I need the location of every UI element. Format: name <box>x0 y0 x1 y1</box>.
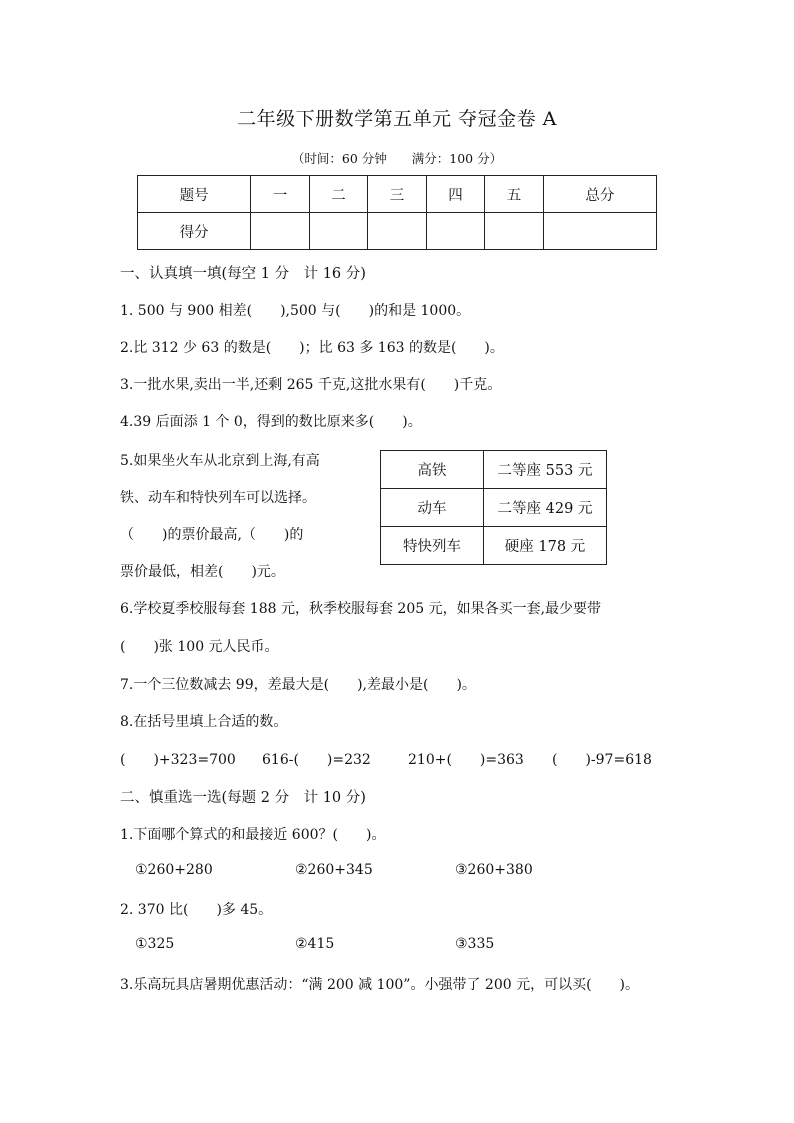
question-2-1: 1.下面哪个算式的和最接近 600？( )。 <box>120 827 386 843</box>
question-1-3: 3.一批水果,卖出一半,还剩 265 千克,这批水果有( )千克。 <box>120 377 502 393</box>
fill-blank-equation: ( )-97=618 <box>552 752 652 768</box>
price-row <box>381 527 607 565</box>
score-cell <box>485 213 544 250</box>
question-1-2: 2.比 312 少 63 的数是( )；比 63 多 163 的数是( )。 <box>120 340 504 356</box>
choice-option: ①325 <box>135 936 175 952</box>
score-header-cell: 二 <box>309 176 368 213</box>
question-2-3: 3.乐高玩具店暑期优惠活动：“满 200 减 100”。小强带了 200 元，可以买( )。 <box>120 977 640 993</box>
ticket-price: 硬座 178 元 <box>484 527 607 565</box>
score-header-cell: 题号 <box>138 176 251 213</box>
score-cell <box>426 213 485 250</box>
ticket-price: 二等座 429 元 <box>484 489 607 527</box>
score-cell <box>543 213 656 250</box>
ticket-price: 二等座 553 元 <box>484 451 607 489</box>
score-header-cell: 五 <box>485 176 544 213</box>
choice-option: ③260+380 <box>455 862 533 878</box>
score-table-score-row <box>138 213 657 250</box>
question-1-6-line: 6.学校夏季校服每套 188 元，秋季校服每套 205 元，如果各买一套,最少要带 <box>120 601 602 617</box>
section-1-heading: 一、认真填一填(每空 1 分 计 16 分) <box>120 266 366 282</box>
exam-info: （时间：60 分钟 满分：100 分） <box>291 151 503 166</box>
question-1-5-line: （ )的票价最高,（ )的 <box>120 527 304 543</box>
score-header-cell: 总分 <box>543 176 656 213</box>
score-cell <box>309 213 368 250</box>
question-1-5-line: 票价最低，相差( )元。 <box>120 564 285 580</box>
score-row-label: 得分 <box>138 213 251 250</box>
question-1-5-line: 5.如果坐火车从北京到上海,有高 <box>120 453 320 469</box>
choice-option: ①260+280 <box>135 862 213 878</box>
price-row <box>381 489 607 527</box>
choice-option: ②415 <box>295 936 335 952</box>
train-type: 动车 <box>381 489 484 527</box>
choice-option: ③335 <box>455 936 495 952</box>
price-row <box>381 451 607 489</box>
score-table <box>137 175 657 250</box>
score-cell <box>368 213 427 250</box>
train-type: 高铁 <box>381 451 484 489</box>
question-1-8: 8.在括号里填上合适的数。 <box>120 714 288 730</box>
question-2-2: 2. 370 比( )多 45。 <box>120 902 273 918</box>
question-1-7: 7.一个三位数减去 99，差最大是( ),差最小是( )。 <box>120 677 476 693</box>
question-1-6-line: ( )张 100 元人民币。 <box>120 639 279 655</box>
train-type: 特快列车 <box>381 527 484 565</box>
section-2-heading: 二、慎重选一选(每题 2 分 计 10 分) <box>120 790 366 806</box>
question-1-4: 4.39 后面添 1 个 0，得到的数比原来多( )。 <box>120 414 422 430</box>
score-cell <box>251 213 310 250</box>
choice-option: ②260+345 <box>295 862 373 878</box>
fill-blank-equation: 210+( )=363 <box>408 752 524 768</box>
score-table-header-row <box>138 176 657 213</box>
score-header-cell: 四 <box>426 176 485 213</box>
fill-blank-equation: 616-( )=232 <box>262 752 371 768</box>
ticket-price-table <box>380 450 607 565</box>
score-header-cell: 一 <box>251 176 310 213</box>
fill-blank-equation: ( )+323=700 <box>120 752 236 768</box>
page-title: 二年级下册数学第五单元 夺冠金卷 A <box>237 108 557 130</box>
score-header-cell: 三 <box>368 176 427 213</box>
question-1-5-line: 铁、动车和特快列车可以选择。 <box>120 490 316 506</box>
question-1-1: 1. 500 与 900 相差( ),500 与( )的和是 1000。 <box>120 303 471 319</box>
